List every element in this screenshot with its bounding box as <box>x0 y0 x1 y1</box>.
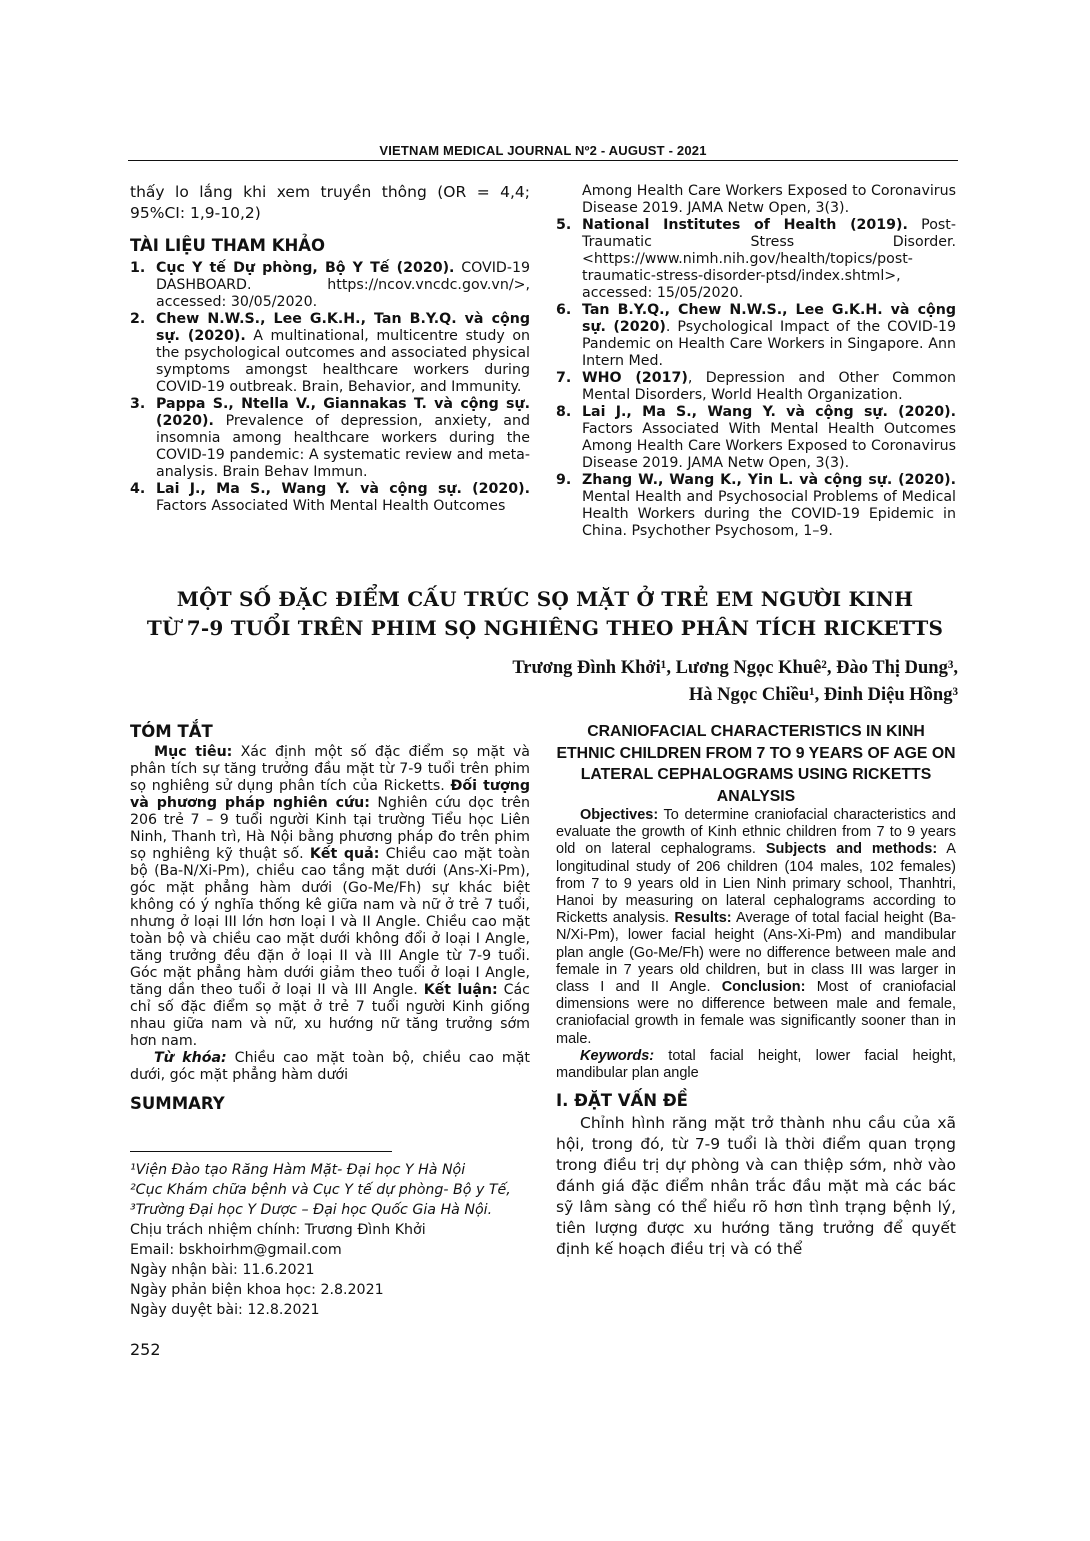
reference-text: Post-Traumatic Stress Disorder. <https://www.nimh.nih.gov/health/topics/post-traumatic-stress-disorder-ptsd/index.shtml>, accessed: 15/05/2020. <box>582 217 956 301</box>
reference-authors: WHO (2017) <box>582 370 688 386</box>
keywords-label-vn: Từ khóa: <box>154 1050 227 1066</box>
conclusion-text-vn: Các chỉ số đặc điểm sọ mặt ở trẻ 7 tuổi người Kinh giống nhau giữa nam và nữ, xu hướng nữ tăng trưởng sớm hơn nam. <box>130 982 530 1049</box>
corresponding-author: Chịu trách nhiệm chính: Trương Đình Khởi <box>130 1222 426 1238</box>
conclusion-text-en: Most of craniofacial dimensions were no difference between male and female, craniofacial growth in female was significantly sooner than in male. <box>556 979 956 1047</box>
reference-text: A multinational, multicentre study on the psychological outcomes and associated physical symptoms amongst healthcare workers during COVID-19 outbreak. Brain, Behavior, and Immunity. <box>156 328 530 395</box>
reference-authors: Chew N.W.S., Lee G.K.H., Tan B.Y.Q. và cộng sự. (2020). <box>156 311 530 344</box>
article-authors <box>258 655 958 709</box>
results-label-vn: Kết quả: <box>309 846 380 862</box>
right-references-column <box>556 183 956 540</box>
methods-text-vn: Nghiên cứu dọc trên 206 trẻ 7 – 9 tuổi người Kinh tại trường Tiểu học Liên Ninh, Thanh trì, Hà Nội bằng phương pháp đo trên phim sọ nghiêng kỹ thuật số. <box>130 795 531 862</box>
references-list-left <box>130 260 530 515</box>
reference-item <box>556 404 956 472</box>
subjects-text-en: A longitudinal study of 206 children (104 males, 102 females) from 7 to 9 years old in Lien Ninh primary school, Thanhtri, Hanoi by measuring on lateral cephalograms according to Ricketts analysis. <box>556 841 956 927</box>
reference-number: 2. <box>130 311 146 327</box>
keywords-text-vn: Chiều cao mặt toàn bộ, chiều cao mặt dưới, góc mặt phẳng hàm dưới <box>130 1050 530 1083</box>
reference-number: 6. <box>556 302 572 318</box>
reference-item <box>130 396 530 481</box>
corresponding-email: Email: bskhoirhm@gmail.com <box>130 1242 342 1258</box>
reference-authors: Lai J., Ma S., Wang Y. và cộng sự. (2020). <box>156 481 530 497</box>
methods-label-vn: Đối tượng và phương pháp nghiên cứu: <box>130 778 531 811</box>
reference-item <box>556 302 956 370</box>
reference-item <box>556 472 956 540</box>
reference-authors: Zhang W., Wang K., Yin L. và cộng sự. (2020). <box>582 472 956 488</box>
conclusion-label-vn: Kết luận: <box>423 982 498 998</box>
reference-authors: Tan B.Y.Q., Chew N.W.S., Lee G.K.H. và cộng sự. (2020) <box>582 302 956 335</box>
references-list-right <box>556 217 956 540</box>
reference-item <box>130 481 530 515</box>
reference-item <box>556 217 956 302</box>
page-number: 252 <box>130 1340 161 1359</box>
article-title-line2: TỪ 7-9 TUỔI TRÊN PHIM SỌ NGHIÊNG THEO PHÂN TÍCH RICKETTS <box>146 616 944 640</box>
header-rule <box>128 160 958 161</box>
reference-text: , Depression and Other Common Mental Disorders, World Health Organization. <box>582 370 956 403</box>
reference-number: 3. <box>130 396 146 412</box>
reference-number: 5. <box>556 217 572 233</box>
left-references-column <box>130 182 530 515</box>
introduction-text: Chỉnh hình răng mặt trở thành nhu cầu của xã hội, trong đó, từ 7-9 tuổi là thời điểm quan trọng trong điều trị dự phòng và can thiệp sớm, nhờ vào đánh giá đặc điểm nhân trắc đầu mặt mà các bác sỹ lâm sàng có thể hiểu rõ hơn tình trạng bệnh lý, tiên lượng được xu hướng tăng trưởng để quyết định kế hoạch điều trị và có thể <box>556 1114 956 1259</box>
reference-authors: Cục Y tế Dự phòng, Bộ Y Tế (2020). <box>156 260 455 276</box>
reference-text: COVID-19 DASHBOARD. https://ncov.vncdc.gov.vn/>, accessed: 30/05/2020. <box>156 260 531 310</box>
date-received: Ngày nhận bài: 11.6.2021 <box>130 1262 315 1278</box>
summary-heading: SUMMARY <box>130 1094 225 1113</box>
introduction-heading: I. ĐẶT VẤN ĐỀ <box>556 1091 688 1111</box>
reference-text: Prevalence of depression, anxiety, and insomnia among healthcare workers during the COVID-19 pandemic: A systematic review and meta-analysis. Brain Behav Immun. <box>156 413 530 480</box>
objectives-text-vn: Xác định một số đặc điểm sọ mặt và phân tích sự tăng trưởng đầu mặt từ 7-9 tuổi trên phim sọ nghiêng sử dụng phân tích của Ricketts. <box>130 744 531 794</box>
authors-line2: Hà Ngọc Chiều¹, Đinh Diệu Hồng³ <box>688 685 958 705</box>
keywords-text-en: total facial height, lower facial height, mandibular plan angle <box>556 1047 956 1082</box>
abstract-body-vn <box>130 744 530 1050</box>
objectives-label-vn: Mục tiêu: <box>154 744 233 760</box>
objectives-text-en: To determine craniofacial characteristics and evaluate the growth of Kinh ethnic children from 7 to 9 years old on lateral cephalograms. <box>556 807 956 858</box>
references-heading: TÀI LIỆU THAM KHẢO <box>130 236 326 255</box>
article-title <box>110 585 980 643</box>
reference-text: Factors Associated With Mental Health Outcomes Among Health Care Workers Exposed to Coronavirus Disease 2019. JAMA Netw Open, 3(3). <box>582 421 956 471</box>
objectives-label-en: Objectives: <box>580 807 659 823</box>
running-header: VIETNAM MEDICAL JOURNAL Nº2 - AUGUST - 2021 <box>379 143 707 158</box>
vietnamese-abstract <box>130 721 530 1115</box>
date-accepted: Ngày duyệt bài: 12.8.2021 <box>130 1302 320 1318</box>
results-label-en: Results: <box>674 910 732 927</box>
article-title-line1: MỘT SỐ ĐẶC ĐIỂM CẤU TRÚC SỌ MẶT Ở TRẺ EM NGƯỜI KINH <box>176 587 914 611</box>
keywords-en <box>556 1048 956 1082</box>
abstract-heading-vn: TÓM TẮT <box>130 722 213 741</box>
reference-item <box>130 311 530 396</box>
date-reviewed: Ngày phản biện khoa học: 2.8.2021 <box>130 1282 384 1298</box>
results-text-vn: Chiều cao mặt toàn bộ (Ba-N/Xi-Pm), chiều cao tầng mặt dưới (Ans-Xi-Pm), góc mặt phẳng hàm dưới (Go-Me/Fh) sự khác biệt không có ý nghĩa thống kê giữa nam và nữ ở trẻ 7 tuổi, nhưng ở loại III lớn hơn loại I và II Angle. Chiều cao mặt toàn bộ và chiều cao mặt dưới không đổi ở loại I Angle, tăng trưởng đều đặn ở loại II và III Angle từ 7-9 tuổi. Góc mặt phẳng hàm dưới giảm theo tuổi ở loại I Angle, tăng dần theo tuổi ở loại II và III Angle. <box>130 846 531 998</box>
conclusion-label-en: Conclusion: <box>721 979 806 996</box>
reference-4-continued: Among Health Care Workers Exposed to Coronavirus Disease 2019. JAMA Netw Open, 3(3). <box>582 183 956 216</box>
reference-number: 1. <box>130 260 146 276</box>
reference-item <box>556 370 956 404</box>
affiliation-1: ¹Viện Đào tạo Răng Hàm Mặt- Đại học Y Hà Nội <box>130 1162 466 1178</box>
english-title: CRANIOFACIAL CHARACTERISTICS IN KINH ETHNIC CHILDREN FROM 7 TO 9 YEARS OF AGE ON LATERAL CEPHALOGRAMS USING RICKETTS ANALYSIS <box>556 723 956 805</box>
footnote-rule <box>130 1151 392 1152</box>
reference-authors: National Institutes of Health (2019). <box>582 217 908 233</box>
reference-number: 7. <box>556 370 572 386</box>
previous-article-tail: thấy lo lắng khi xem truyền thông (OR = 4,4; 95%CI: 1,9-10,2) <box>130 183 530 222</box>
reference-item <box>130 260 530 311</box>
footnotes <box>130 1160 540 1320</box>
reference-text: . Psychological Impact of the COVID-19 Pandemic on Health Care Workers in Singapore. Ann Intern Med. <box>582 319 956 369</box>
reference-text: Factors Associated With Mental Health Outcomes <box>156 498 506 514</box>
subjects-label-en: Subjects and methods: <box>765 841 938 858</box>
abstract-body-en <box>556 807 956 1048</box>
keywords-vn <box>130 1050 530 1084</box>
results-text-en: Average of total facial height (Ba-N/Xi-Pm), lower facial height (Ans-Xi-Pm) and mandibular plan angle (Go-Me/Fh) were no difference between male and female in 7 years old children, but in class III was larger in class I and II Angle. <box>556 910 956 996</box>
reference-authors: Pappa S., Ntella V., Giannakas T. và cộng sự. (2020). <box>156 396 530 429</box>
english-abstract <box>556 721 956 1260</box>
reference-number: 9. <box>556 472 572 488</box>
affiliation-2: ²Cục Khám chữa bệnh và Cục Y tế dự phòng- Bộ y Tế, <box>130 1182 511 1198</box>
reference-number: 4. <box>130 481 146 497</box>
authors-line1: Trương Đình Khởi¹, Lương Ngọc Khuê², Đào Thị Dung³, <box>512 658 958 678</box>
reference-number: 8. <box>556 404 572 420</box>
reference-text: Mental Health and Psychosocial Problems of Medical Health Workers during the COVID-19 Epidemic in China. Psychother Psychosom, 1–9. <box>582 489 956 539</box>
affiliation-3: ³Trường Đại học Y Dược – Đại học Quốc Gia Hà Nội. <box>130 1202 493 1218</box>
reference-authors: Lai J., Ma S., Wang Y. và cộng sự. (2020). <box>582 404 956 420</box>
keywords-label-en: Keywords: <box>580 1047 655 1064</box>
